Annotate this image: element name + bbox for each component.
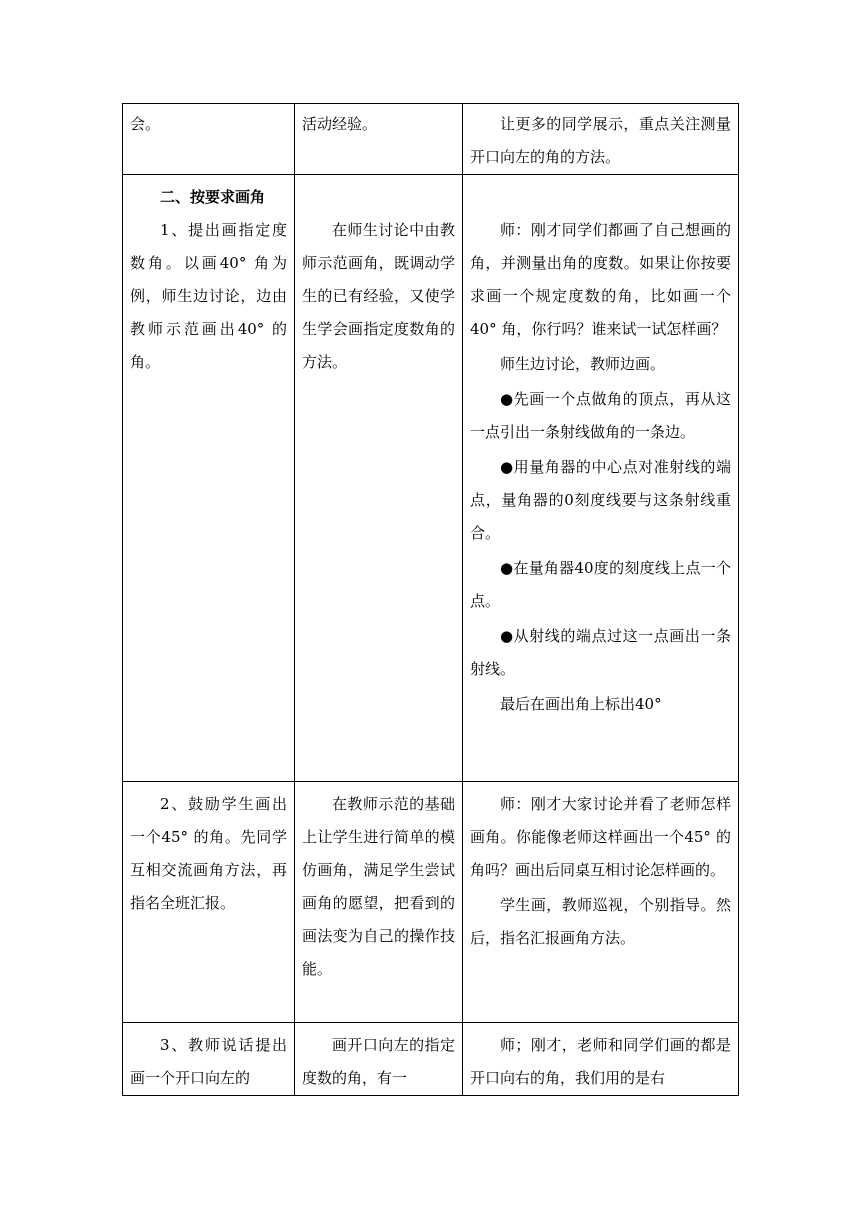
cell-text: 会。 bbox=[130, 115, 161, 133]
table-cell-process bbox=[123, 104, 295, 175]
cell-text: ●从射线的端点过这一点画出一条射线。 bbox=[470, 627, 731, 678]
table-cell-intent bbox=[295, 1023, 463, 1096]
table-cell-process bbox=[123, 782, 295, 1023]
cell-text: ●先画一个点做角的顶点，再从这一点引出一条射线做角的一条边。 bbox=[470, 390, 731, 441]
cell-text: 学生画，教师巡视，个别指导。然后，指名汇报画角方法。 bbox=[470, 896, 731, 947]
cell-text: ●在量角器40度的刻度线上点一个点。 bbox=[470, 559, 731, 610]
table-row bbox=[123, 782, 739, 1023]
cell-text: 活动经验。 bbox=[302, 115, 378, 133]
table-cell-intent bbox=[295, 782, 463, 1023]
cell-text: 2、鼓励学生画出一个45° 的角。先同学互相交流画角方法，再指名全班汇报。 bbox=[130, 795, 287, 912]
table-row bbox=[123, 175, 739, 782]
cell-text: 3、教师说话提出画一个开口向左的 bbox=[130, 1036, 287, 1087]
table-cell-intent bbox=[295, 175, 463, 782]
cell-text: 师生边讨论，教师边画。 bbox=[500, 355, 666, 373]
cell-text: 师：刚才同学们都画了自己想画的角，并测量出角的度数。如果让你按要求画一个规定度数的角，比如画一个40° 角，你行吗？谁来试一试怎样画？ bbox=[470, 221, 731, 338]
table-cell-process bbox=[123, 175, 295, 782]
cell-text: 在教师示范的基础上让学生进行简单的模仿画角，满足学生尝试画角的愿望，把看到的画法变为自己的操作技能。 bbox=[302, 795, 455, 978]
table-cell-intent bbox=[295, 104, 463, 175]
cell-text: 师；刚才，老师和同学们画的都是开口向右的角，我们用的是右 bbox=[470, 1036, 731, 1087]
table-cell-process bbox=[123, 1023, 295, 1096]
cell-text: 师：刚才大家讨论并看了老师怎样画角。你能像老师这样画出一个45° 的角吗？画出后同桌互相讨论怎样画的。 bbox=[470, 795, 731, 879]
lesson-plan-table bbox=[122, 103, 739, 1096]
section-heading: 二、按要求画角 bbox=[160, 188, 266, 206]
cell-text: 1、提出画指定度数角。以画40° 角为例，师生边讨论，边由教师示范画出40° 的角。 bbox=[130, 221, 287, 371]
table-row bbox=[123, 1023, 739, 1096]
table-cell-activity bbox=[463, 782, 739, 1023]
cell-text: 最后在画出角上标出40° bbox=[500, 695, 662, 713]
table-cell-activity bbox=[463, 104, 739, 175]
cell-text: 在师生讨论中由教师示范画角，既调动学生的已有经验，又使学生学会画指定度数角的方法。 bbox=[302, 221, 455, 371]
table-row bbox=[123, 104, 739, 175]
cell-text: 让更多的同学展示，重点关注测量开口向左的角的方法。 bbox=[470, 115, 731, 166]
cell-text: ●用量角器的中心点对准射线的端点，量角器的0刻度线要与这条射线重合。 bbox=[470, 458, 731, 542]
table-cell-activity bbox=[463, 1023, 739, 1096]
cell-text: 画开口向左的指定度数的角，有一 bbox=[302, 1036, 455, 1087]
table-cell-activity bbox=[463, 175, 739, 782]
